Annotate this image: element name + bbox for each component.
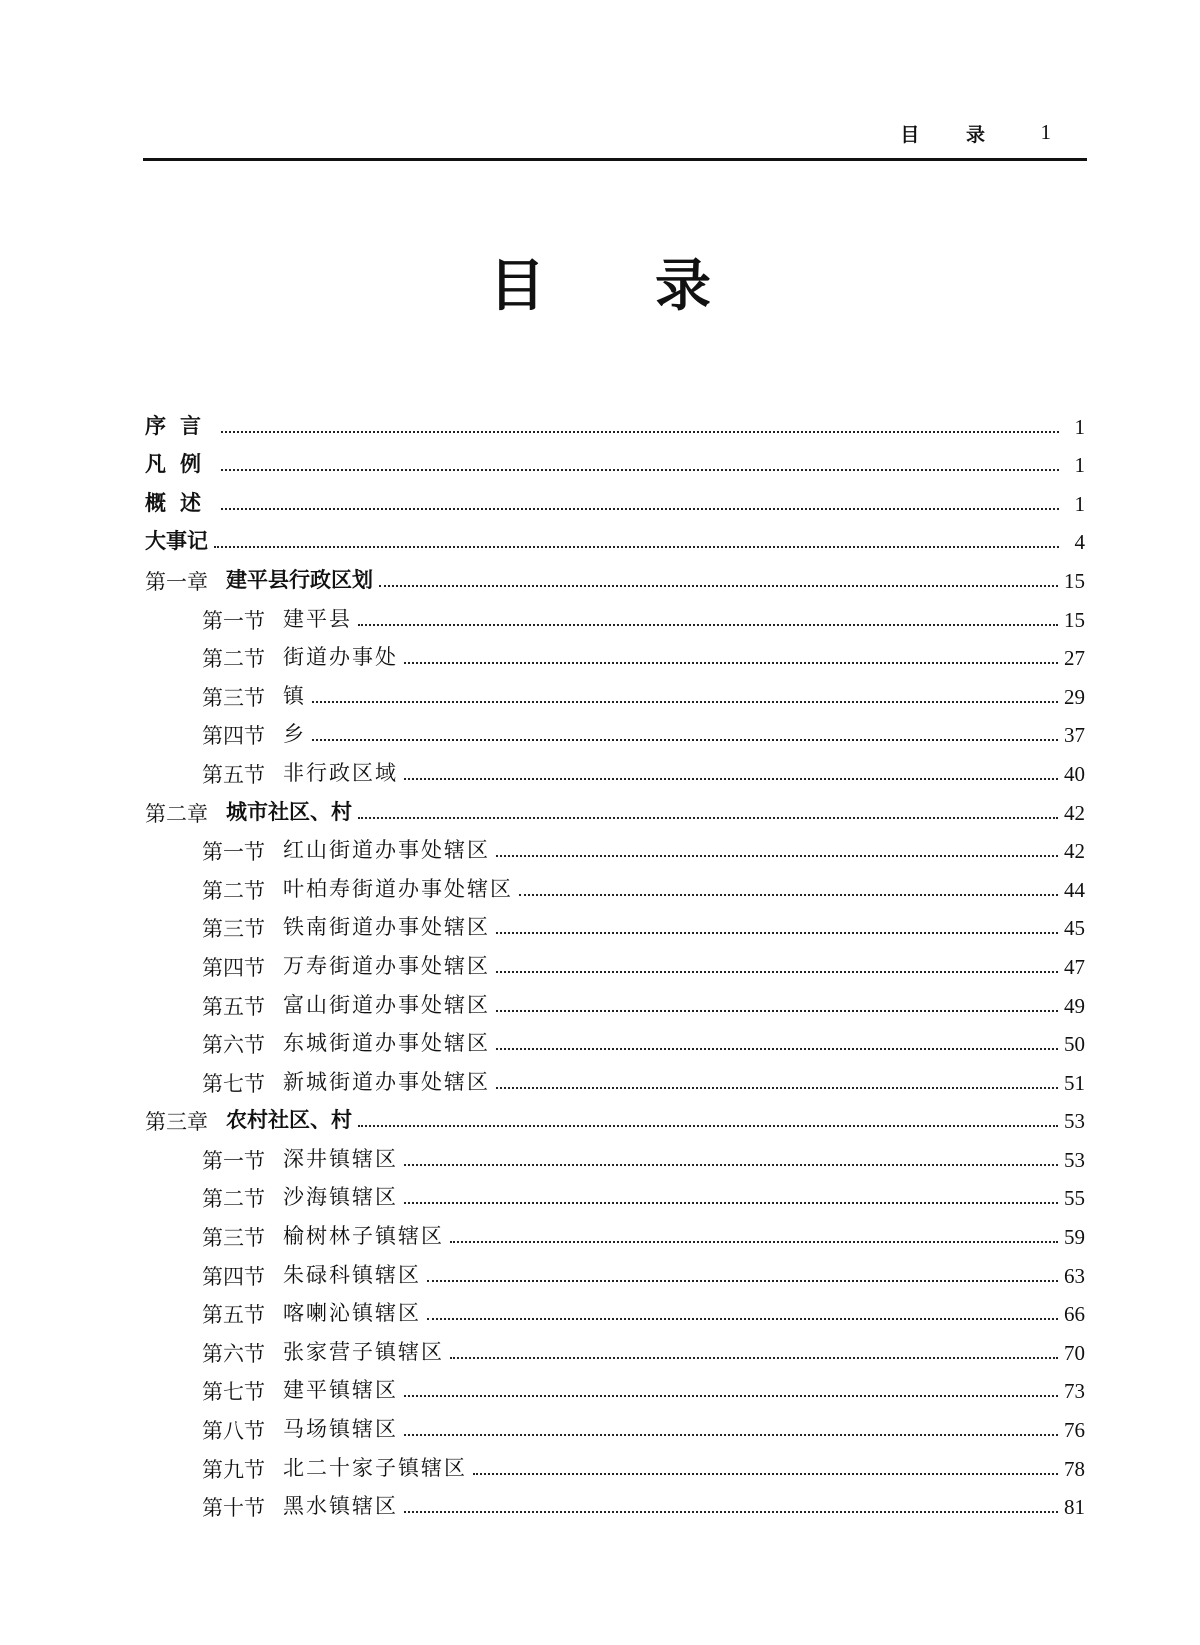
toc-page-number: 53 [1064,1147,1085,1172]
toc-entry-label: 叶柏寿街道办事处辖区 [283,876,513,901]
toc-section-row[interactable] [145,1021,1085,1060]
toc-entry-number: 第五节 [202,994,265,1019]
toc-entry-number: 第四节 [202,1264,265,1289]
header-page-number: 1 [1040,120,1051,144]
toc-section-row[interactable] [145,1484,1085,1523]
toc-entry-label: 东城街道办事处辖区 [283,1031,490,1056]
toc-entry-label: 概述 [145,490,215,515]
toc-section-row[interactable] [145,596,1085,635]
toc-page-number: 63 [1064,1263,1085,1288]
toc-entry-number: 第二节 [202,647,265,672]
toc-entry-number: 第三节 [202,917,265,942]
toc-chapter-row[interactable] [145,557,1085,596]
toc-entry-number: 第十节 [202,1496,265,1521]
toc-page-number: 50 [1064,1032,1085,1057]
toc-entry-label: 黑水镇辖区 [283,1494,398,1519]
dot-leader [496,932,1058,934]
toc-entry-number: 第五节 [202,1303,265,1328]
toc-entry-label: 街道办事处 [283,645,398,670]
toc-entry-label: 城市社区、村 [226,799,352,824]
toc-chapter-row[interactable] [145,789,1085,828]
table-of-contents [145,403,1085,1522]
toc-page-number: 15 [1064,607,1085,632]
toc-section-row[interactable] [145,673,1085,712]
dot-leader [404,1202,1058,1204]
toc-section-row[interactable] [145,1445,1085,1484]
toc-section-row[interactable] [145,905,1085,944]
toc-entry-number: 第一节 [202,840,265,865]
toc-page-number: 4 [1074,530,1085,555]
toc-section-row[interactable] [145,635,1085,674]
toc-page-number: 37 [1064,723,1085,748]
toc-entry-label: 乡 [283,722,306,747]
toc-entry-label: 北二十家子镇辖区 [283,1455,467,1480]
toc-entry-label: 喀喇沁镇辖区 [283,1301,421,1326]
toc-entry-number: 第五节 [202,762,265,787]
toc-entry-number: 第一节 [202,608,265,633]
dot-leader [312,701,1058,703]
toc-page-number: 81 [1064,1495,1085,1520]
toc-entry-label: 马场镇辖区 [283,1417,398,1442]
toc-entry-label: 红山街道办事处辖区 [283,838,490,863]
toc-section-row[interactable] [145,828,1085,867]
toc-entry-label: 榆树林子镇辖区 [283,1224,444,1249]
dot-leader [404,1511,1058,1513]
toc-entry-number: 第一节 [202,1148,265,1173]
toc-entry-number: 第三节 [202,685,265,710]
running-header [143,112,1087,161]
dot-leader [312,739,1058,741]
toc-page-number: 73 [1064,1379,1085,1404]
toc-entry-number: 第四节 [202,724,265,749]
toc-page-number: 29 [1064,684,1085,709]
toc-page-number: 76 [1064,1418,1085,1443]
toc-section-row[interactable] [145,1059,1085,1098]
toc-front-row[interactable] [145,403,1085,442]
toc-section-row[interactable] [145,1136,1085,1175]
toc-page-number: 1 [1074,414,1085,439]
toc-entry-label: 万寿街道办事处辖区 [283,953,490,978]
dot-leader [496,1087,1058,1089]
dot-leader [427,1280,1058,1282]
toc-page-number: 42 [1064,839,1085,864]
toc-section-row[interactable] [145,1329,1085,1368]
toc-entry-number: 第三节 [202,1226,265,1251]
toc-entry-label: 富山街道办事处辖区 [283,992,490,1017]
toc-section-row[interactable] [145,1368,1085,1407]
toc-page-number: 47 [1064,954,1085,979]
toc-entry-number: 第一章 [145,569,208,594]
toc-entry-number: 第七节 [202,1380,265,1405]
toc-page-number: 66 [1064,1302,1085,1327]
dot-leader [404,1164,1058,1166]
dot-leader [496,1010,1058,1012]
dot-leader [221,469,1059,471]
dot-leader [473,1473,1058,1475]
dot-leader [427,1318,1058,1320]
dot-leader [221,508,1059,510]
toc-entry-label: 铁南街道办事处辖区 [283,915,490,940]
toc-page-number: 55 [1064,1186,1085,1211]
toc-page-number: 59 [1064,1225,1085,1250]
toc-entry-label: 农村社区、村 [226,1108,352,1133]
toc-front-row[interactable] [145,442,1085,481]
toc-entry-label: 深井镇辖区 [283,1146,398,1171]
dot-leader [404,778,1058,780]
toc-entry-label: 朱碌科镇辖区 [283,1262,421,1287]
dot-leader [496,855,1058,857]
dot-leader [450,1241,1058,1243]
dot-leader [519,894,1058,896]
dot-leader [221,431,1059,433]
dot-leader [496,971,1058,973]
toc-section-row[interactable] [145,1406,1085,1445]
toc-section-row[interactable] [145,982,1085,1021]
toc-entry-number: 第二节 [202,878,265,903]
toc-entry-number: 第八节 [202,1419,265,1444]
dot-leader [358,1125,1058,1127]
toc-entry-label: 大事记 [145,529,208,554]
dot-leader [379,585,1058,587]
dot-leader [404,1395,1058,1397]
toc-page-number: 78 [1064,1456,1085,1481]
toc-page-number: 15 [1064,568,1085,593]
dot-leader [496,1048,1058,1050]
dot-leader [358,817,1058,819]
toc-entry-number: 第六节 [202,1341,265,1366]
toc-entry-label: 沙海镇辖区 [283,1185,398,1210]
toc-entry-label: 建平镇辖区 [283,1378,398,1403]
dot-leader [358,624,1058,626]
toc-page-number: 1 [1074,491,1085,516]
header-title: 目 录 [900,124,1005,146]
toc-entry-label: 序言 [145,413,215,438]
toc-section-row[interactable] [145,943,1085,982]
toc-chapter-row[interactable] [145,1098,1085,1137]
dot-leader [404,662,1058,664]
toc-page-number: 49 [1064,993,1085,1018]
toc-section-row[interactable] [145,1213,1085,1252]
toc-entry-number: 第六节 [202,1033,265,1058]
dot-leader [214,546,1059,548]
toc-entry-label: 新城街道办事处辖区 [283,1069,490,1094]
toc-page-number: 40 [1064,761,1085,786]
toc-entry-label: 镇 [283,683,306,708]
toc-page-number: 53 [1064,1109,1085,1134]
toc-page-number: 1 [1074,453,1085,478]
toc-page-number: 27 [1064,646,1085,671]
toc-entry-label: 建平县 [283,606,352,631]
toc-page-number: 44 [1064,877,1085,902]
toc-entry-label: 凡例 [145,452,215,477]
toc-page-number: 51 [1064,1070,1085,1095]
dot-leader [404,1434,1058,1436]
toc-front-row[interactable] [145,480,1085,519]
toc-entry-number: 第二节 [202,1187,265,1212]
toc-entry-number: 第三章 [145,1110,208,1135]
toc-front-row[interactable] [145,519,1085,558]
toc-entry-label: 建平县行政区划 [226,567,373,592]
page-title: 目录 [489,253,821,319]
toc-entry-number: 第九节 [202,1457,265,1482]
toc-page-number: 70 [1064,1340,1085,1365]
toc-entry-number: 第七节 [202,1071,265,1096]
toc-section-row[interactable] [145,1291,1085,1330]
toc-section-row[interactable] [145,1252,1085,1291]
toc-entry-label: 非行政区域 [283,760,398,785]
toc-page-number: 42 [1064,800,1085,825]
toc-section-row[interactable] [145,1175,1085,1214]
toc-entry-number: 第二章 [145,801,208,826]
toc-entry-number: 第四节 [202,955,265,980]
toc-section-row[interactable] [145,750,1085,789]
dot-leader [450,1357,1058,1359]
toc-page-number: 45 [1064,916,1085,941]
toc-entry-label: 张家营子镇辖区 [283,1339,444,1364]
toc-section-row[interactable] [145,712,1085,751]
toc-section-row[interactable] [145,866,1085,905]
